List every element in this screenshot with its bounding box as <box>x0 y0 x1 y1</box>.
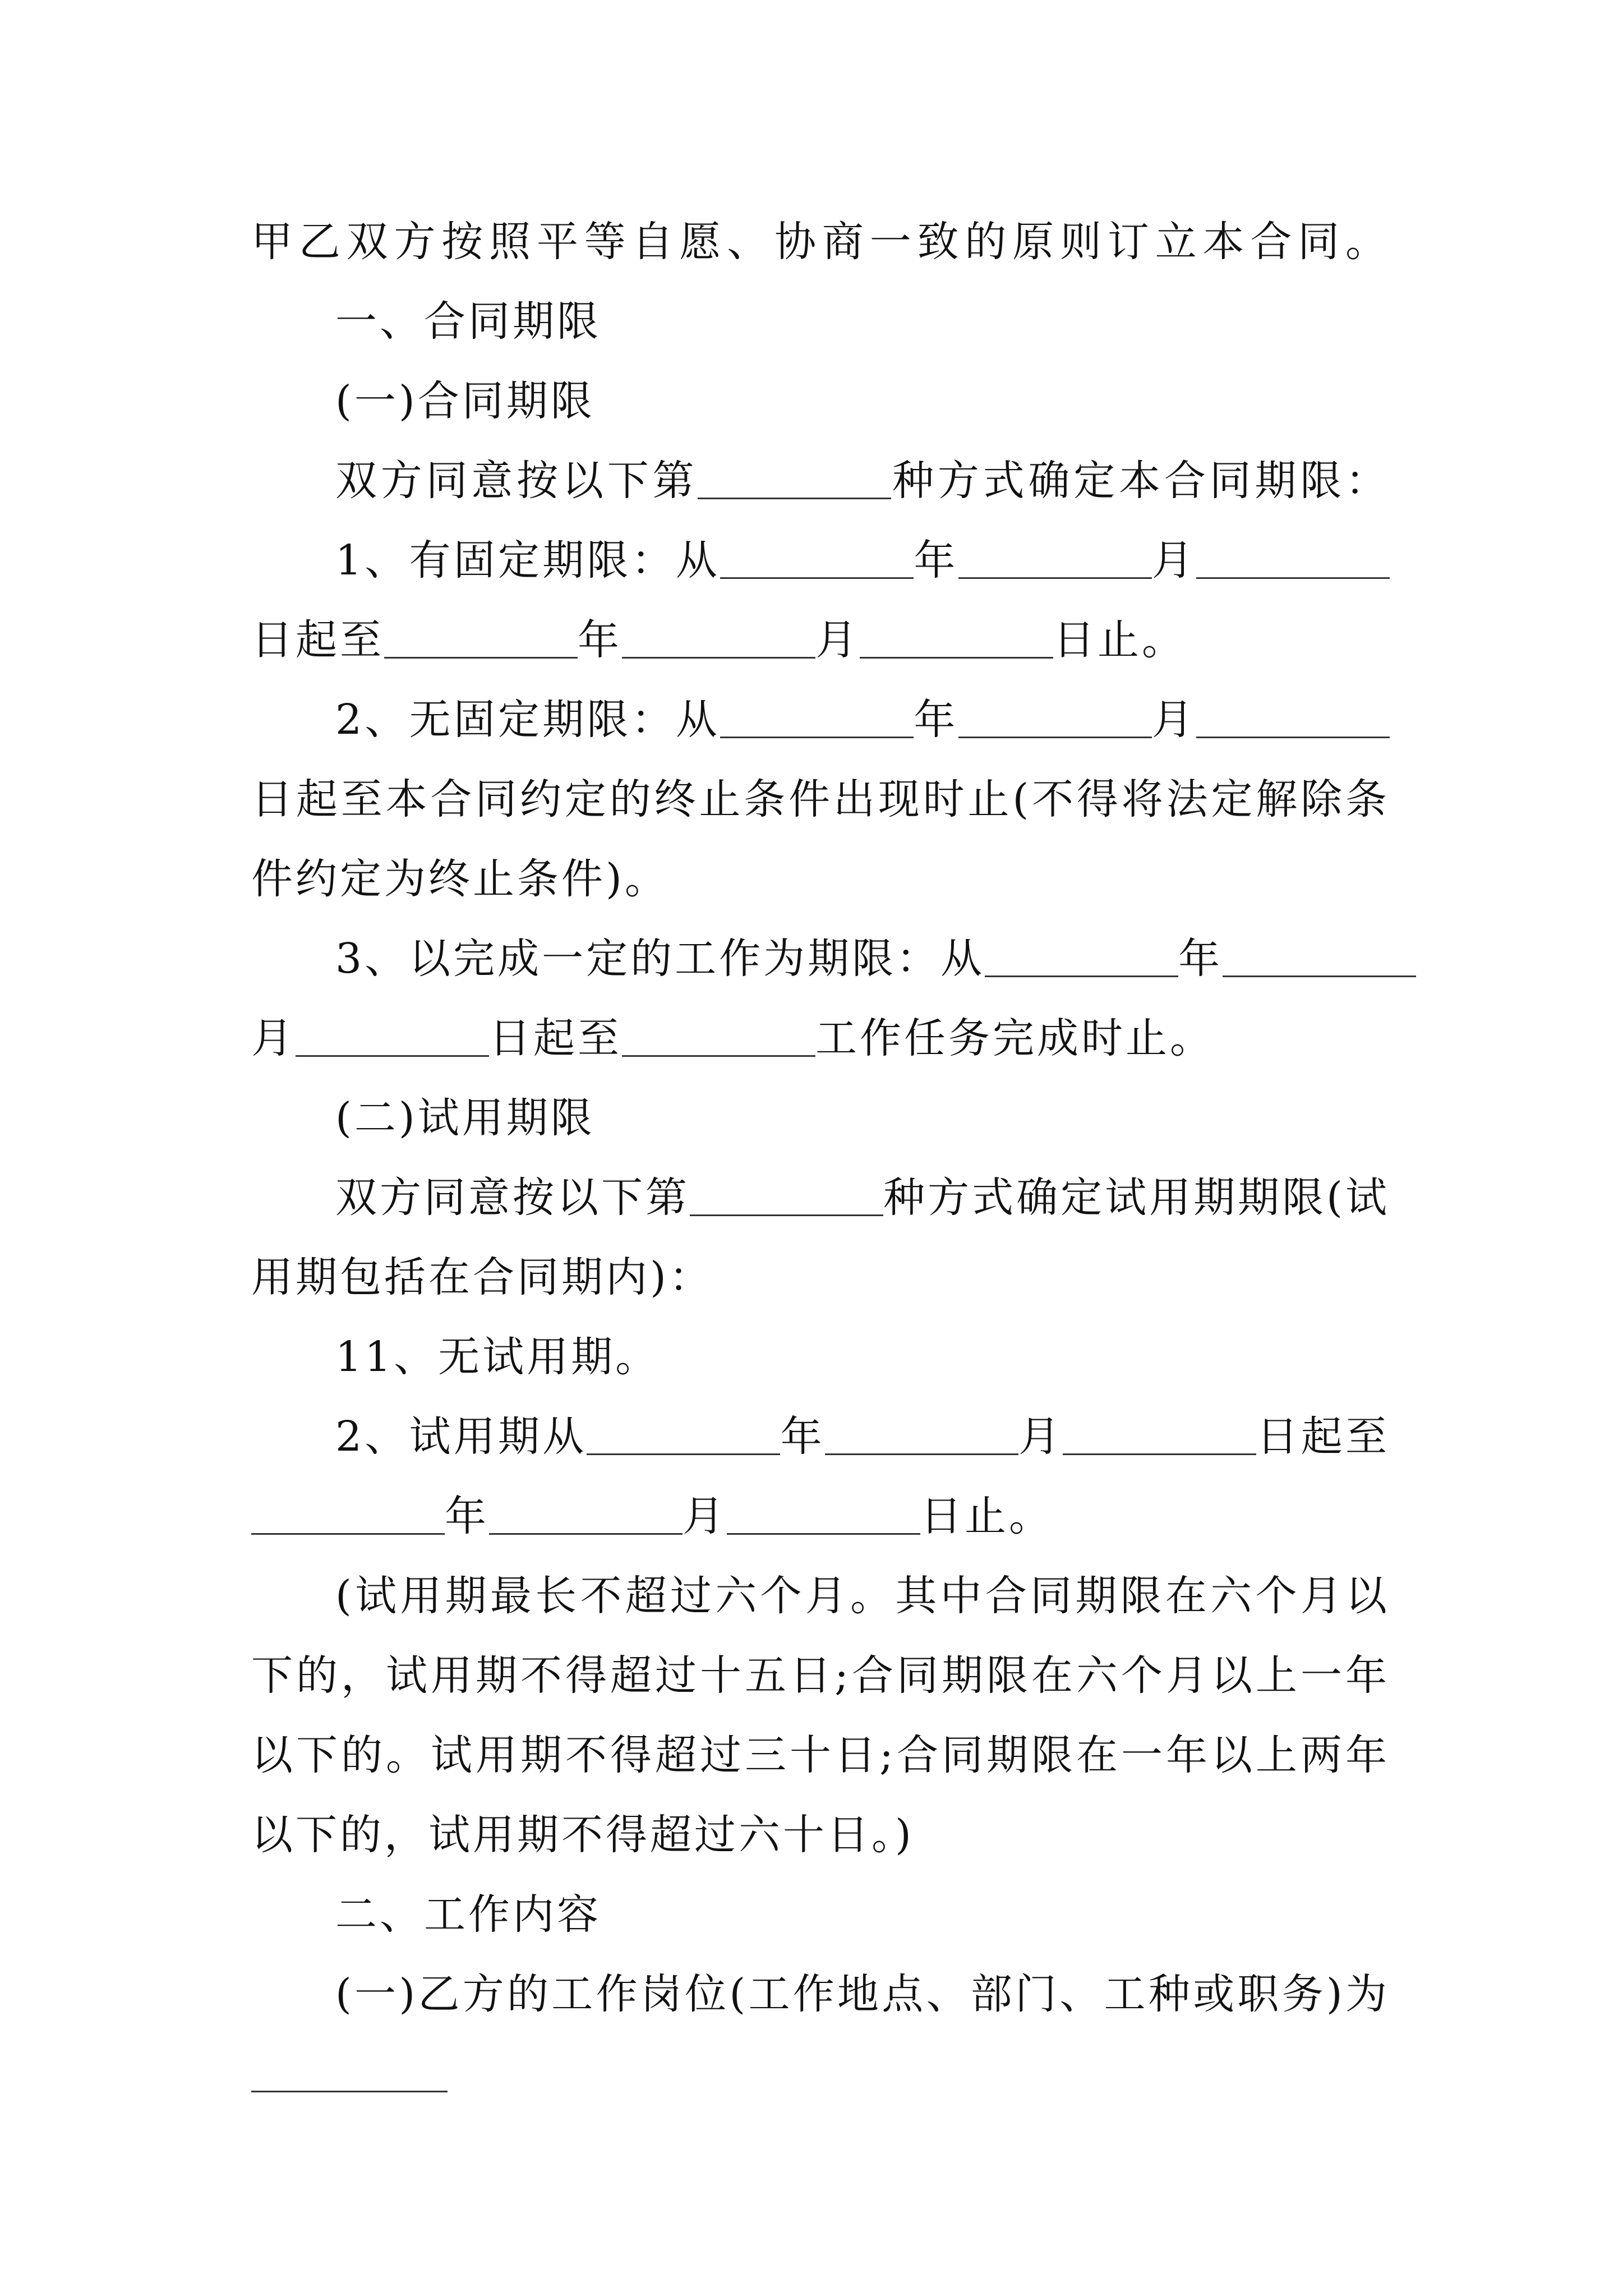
text-segment: 月 <box>1151 536 1196 585</box>
text-segment: 日止。 <box>920 1492 1053 1540</box>
fill-in-blank[interactable] <box>1196 697 1390 738</box>
text-segment: 一、合同期限 <box>335 297 601 346</box>
fill-in-blank[interactable] <box>251 2051 448 2092</box>
text-segment: (试用期最长不超过六个月。其中合同期限在六个月以 <box>335 1572 1390 1620</box>
text-segment: 年 <box>780 1412 825 1461</box>
fill-in-blank[interactable] <box>296 1016 489 1057</box>
contract-body <box>251 202 1390 2114</box>
paragraph-line <box>251 1954 1390 2034</box>
fill-in-blank[interactable] <box>1196 538 1390 579</box>
paragraph-line <box>251 680 1390 760</box>
text-segment: 月 <box>815 616 860 664</box>
text-segment: 日起至 <box>489 1014 622 1062</box>
text-segment: 下的，试用期不得超过十五日;合同期限在六个月以上一年 <box>251 1651 1390 1700</box>
text-segment: 以下的，试用期不得超过六十日。) <box>251 1811 914 1859</box>
fill-in-blank[interactable] <box>1063 1414 1256 1455</box>
paragraph-line <box>251 1636 1390 1715</box>
text-segment: 件约定为终止条件)。 <box>251 855 669 903</box>
paragraph-line <box>251 999 1390 1078</box>
text-segment: 2、无固定期限：从 <box>335 696 721 744</box>
text-segment: 11、无试用期。 <box>335 1333 660 1381</box>
paragraph-line <box>251 600 1390 680</box>
fill-in-blank[interactable] <box>384 618 578 659</box>
text-segment: 以下的。试用期不得超过三十日;合同期限在一年以上两年 <box>251 1731 1390 1779</box>
text-segment: 年 <box>914 536 958 585</box>
text-segment: 3、以完成一定的工作为期限：从 <box>335 935 985 983</box>
text-segment: 甲乙双方按照平等自愿、协商一致的原则订立本合同。 <box>251 218 1390 266</box>
text-segment: 工作任务完成时止。 <box>815 1014 1214 1062</box>
text-segment: 年 <box>1178 935 1223 983</box>
fill-in-blank[interactable] <box>587 1414 780 1455</box>
paragraph-line <box>251 2034 1390 2114</box>
fill-in-blank[interactable] <box>825 1414 1018 1455</box>
text-segment: 年 <box>578 616 622 664</box>
text-segment: 2、试用期从 <box>335 1412 587 1461</box>
paragraph-line <box>251 1158 1390 1237</box>
paragraph-line <box>251 1556 1390 1636</box>
subsection-heading <box>251 1078 1390 1158</box>
fill-in-blank[interactable] <box>958 538 1152 579</box>
fill-in-blank[interactable] <box>622 618 815 659</box>
subsection-heading <box>251 361 1390 441</box>
paragraph-line <box>251 1476 1390 1556</box>
fill-in-blank[interactable] <box>720 697 914 738</box>
text-segment: 月 <box>1018 1412 1063 1461</box>
paragraph-line <box>251 202 1390 282</box>
section-heading <box>251 282 1390 361</box>
fill-in-blank[interactable] <box>727 1494 920 1535</box>
text-segment: 二、工作内容 <box>335 1890 601 1939</box>
paragraph-line <box>251 1795 1390 1875</box>
text-segment: 1、有固定期限：从 <box>335 536 721 585</box>
text-segment: (一)乙方的工作岗位(工作地点、部门、工种或职务)为 <box>335 1970 1390 2018</box>
section-heading <box>251 1875 1390 1954</box>
paragraph-line <box>251 1317 1390 1397</box>
text-segment: 日起至 <box>1256 1412 1390 1461</box>
text-segment: 用期包括在合同期内)： <box>251 1253 713 1301</box>
text-segment: 种方式确定本合同期限： <box>891 457 1390 505</box>
fill-in-blank[interactable] <box>251 1494 445 1535</box>
fill-in-blank[interactable] <box>1223 936 1416 977</box>
text-segment: 种方式确定试用期期限(试 <box>883 1174 1390 1222</box>
text-segment: (二)试用期限 <box>335 1094 595 1142</box>
text-segment: 日起至本合同约定的终止条件出现时止(不得将法定解除条 <box>251 775 1390 823</box>
text-segment: 月 <box>1151 696 1196 744</box>
paragraph-line <box>251 1397 1390 1476</box>
text-segment: 月 <box>251 1014 296 1062</box>
text-segment: 月 <box>683 1492 727 1540</box>
fill-in-blank[interactable] <box>622 1016 815 1057</box>
paragraph-line <box>251 839 1390 919</box>
text-segment: 日起至 <box>251 616 384 664</box>
text-segment: 年 <box>445 1492 489 1540</box>
text-segment: 双方同意按以下第 <box>335 457 698 505</box>
paragraph-line <box>251 441 1390 521</box>
text-segment: 双方同意按以下第 <box>335 1174 690 1222</box>
paragraph-line <box>251 521 1390 600</box>
paragraph-line <box>251 1237 1390 1317</box>
paragraph-line <box>251 1715 1390 1795</box>
fill-in-blank[interactable] <box>985 936 1178 977</box>
paragraph-line <box>251 760 1390 839</box>
fill-in-blank[interactable] <box>958 697 1152 738</box>
text-segment: 年 <box>914 696 958 744</box>
fill-in-blank[interactable] <box>489 1494 683 1535</box>
paragraph-line <box>251 919 1390 999</box>
fill-in-blank[interactable] <box>860 618 1053 659</box>
text-segment: 日止。 <box>1053 616 1186 664</box>
fill-in-blank[interactable] <box>720 538 914 579</box>
fill-in-blank[interactable] <box>698 458 891 499</box>
text-segment: (一)合同期限 <box>335 377 595 425</box>
fill-in-blank[interactable] <box>690 1175 883 1216</box>
